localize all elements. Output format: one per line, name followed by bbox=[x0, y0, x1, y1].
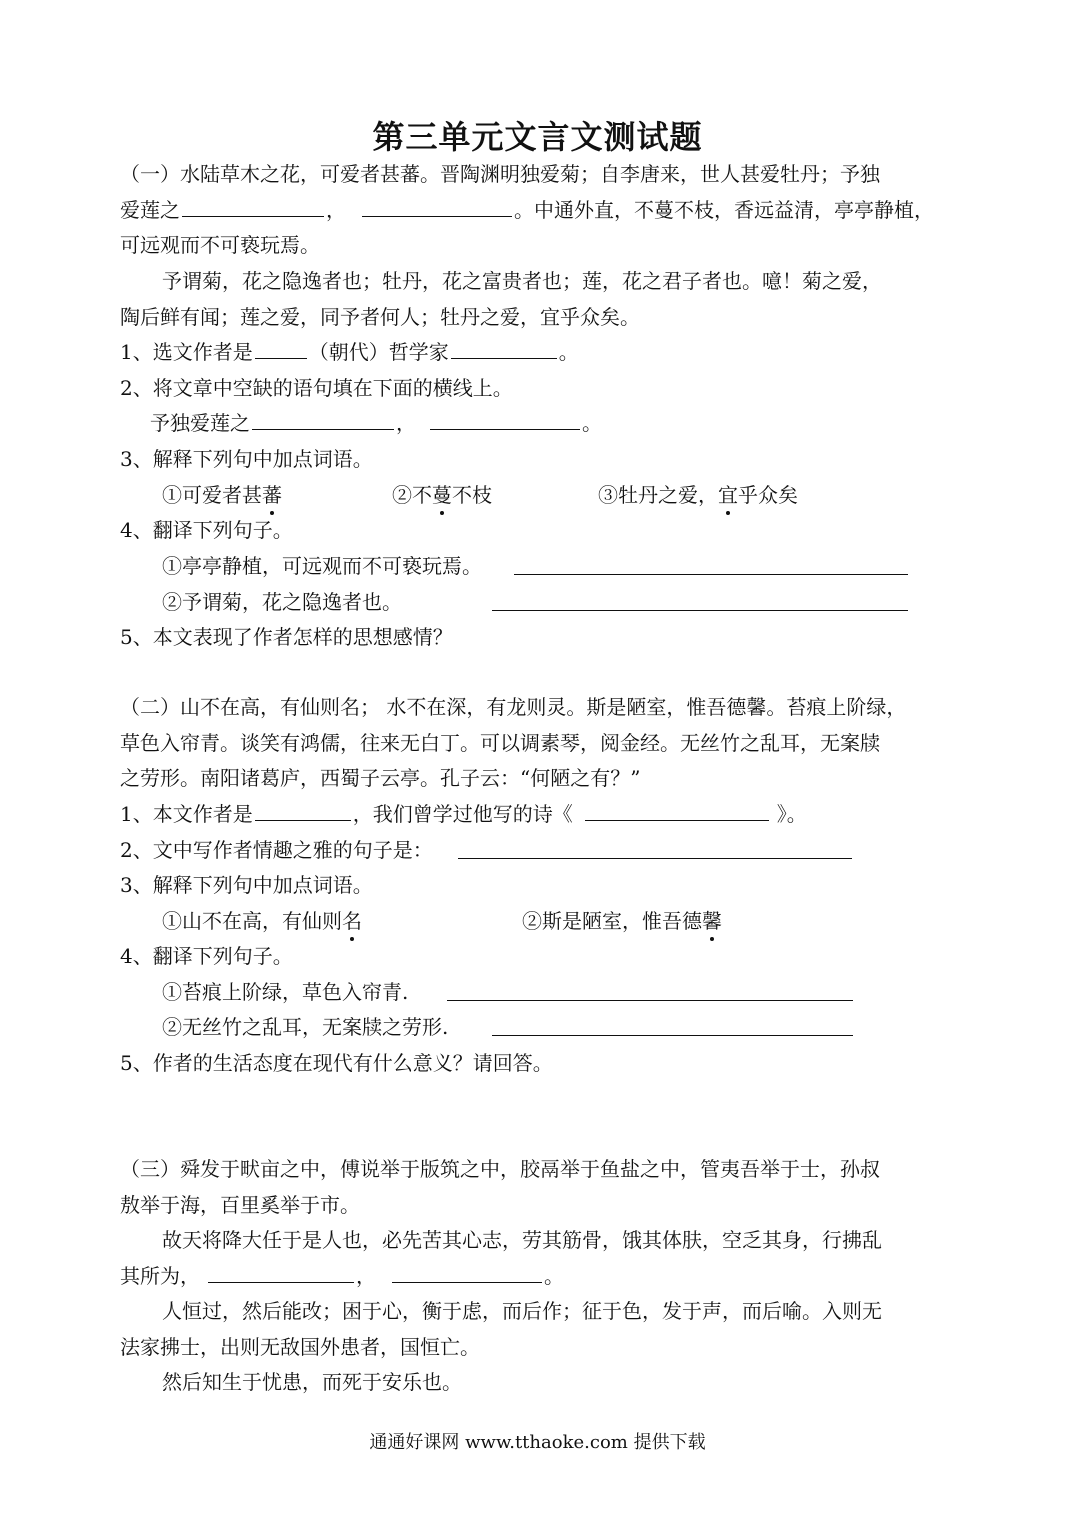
question-2: 2、文中写作者情趣之雅的句子是： bbox=[120, 838, 433, 862]
question-4: 4、翻译下列句子。 bbox=[120, 944, 293, 968]
question-5: 5、作者的生活态度在现代有什么意义？请回答。 bbox=[120, 1051, 553, 1075]
question-2: 2、将文章中空缺的语句填在下面的横线上。 bbox=[120, 376, 513, 400]
question-3-item: ②斯是陋室，惟吾德馨 bbox=[522, 909, 722, 933]
passage-2-line: 之劳形。南阳诸葛庐，西蜀子云亭。孔子云：“何陋之有？” bbox=[120, 766, 641, 790]
answer-line[interactable] bbox=[492, 1015, 853, 1036]
question-3: 3、解释下列句中加点词语。 bbox=[120, 447, 373, 471]
question-4-item: ①亭亭静植，可远观而不可亵玩焉。 bbox=[162, 554, 482, 578]
passage-3-line: 法家拂士，出则无敌国外患者，国恒亡。 bbox=[120, 1335, 480, 1359]
question-4-item: ①苔痕上阶绿，草色入帘青. bbox=[162, 980, 409, 1004]
passage-1-line: 陶后鲜有闻；莲之爱，同予者何人；牡丹之爱，宜乎众矣。 bbox=[120, 305, 640, 329]
question-1: 1、选文作者是 （朝代）哲学家 。 bbox=[120, 340, 579, 364]
question-2-fill: 予独爱莲之 ， 。 bbox=[150, 411, 602, 435]
question-1: 1、本文作者是 ，我们曾学过他写的诗《 》。 bbox=[120, 802, 807, 826]
answer-blank[interactable] bbox=[585, 800, 769, 821]
question-3-item: ①可爱者甚蕃 bbox=[162, 483, 282, 507]
answer-blank[interactable] bbox=[430, 409, 580, 430]
passage-3-line: 故天将降大任于是人也，必先苦其心志，劳其筋骨，饿其体肤，空乏其身，行拂乱 bbox=[162, 1228, 882, 1252]
passage-1-line: 可远观而不可亵玩焉。 bbox=[120, 233, 320, 257]
passage-3-line: （三）舜发于畎亩之中，傅说举于版筑之中，胶鬲举于鱼盐之中，管夷吾举于士，孙叔 bbox=[120, 1157, 880, 1181]
dotted-word: 名 bbox=[342, 909, 362, 933]
passage-3-line: 敖举于海，百里奚举于市。 bbox=[120, 1193, 360, 1217]
question-3-item: ③牡丹之爱，宜乎众矣 bbox=[598, 483, 798, 507]
answer-blank[interactable] bbox=[255, 338, 307, 359]
passage-3-line: 其所为， ， 。 bbox=[120, 1264, 564, 1288]
answer-blank[interactable] bbox=[208, 1262, 354, 1283]
dotted-word: 宜 bbox=[718, 483, 738, 507]
question-3-item: ②不蔓不枝 bbox=[392, 483, 492, 507]
passage-2-line: 草色入帘青。谈笑有鸿儒，往来无白丁。可以调素琴，阅金经。无丝竹之乱耳，无案牍 bbox=[120, 731, 880, 755]
question-5: 5、本文表现了作者怎样的思想感情？ bbox=[120, 625, 453, 649]
answer-blank[interactable] bbox=[451, 338, 557, 359]
answer-blank[interactable] bbox=[252, 409, 394, 430]
answer-line[interactable] bbox=[458, 838, 852, 859]
passage-1-line: 予谓菊，花之隐逸者也；牡丹，花之富贵者也；莲，花之君子者也。噫！菊之爱， bbox=[162, 269, 882, 293]
dotted-word: 馨 bbox=[702, 909, 722, 933]
passage-2-line: （二）山不在高，有仙则名； 水不在深，有龙则灵。斯是陋室，惟吾德馨。苔痕上阶绿， bbox=[120, 695, 907, 719]
question-4: 4、翻译下列句子。 bbox=[120, 518, 293, 542]
question-3-item: ①山不在高，有仙则名 bbox=[162, 909, 362, 933]
page-title: 第三单元文言文测试题 bbox=[372, 118, 703, 156]
answer-line[interactable] bbox=[492, 590, 908, 611]
answer-blank[interactable] bbox=[362, 196, 512, 217]
answer-line[interactable] bbox=[514, 554, 908, 575]
answer-blank[interactable] bbox=[255, 800, 351, 821]
answer-line[interactable] bbox=[447, 980, 853, 1001]
answer-blank[interactable] bbox=[392, 1262, 542, 1283]
passage-1-line: （一）水陆草木之花，可爱者甚蕃。晋陶渊明独爱菊；自李唐来，世人甚爱牡丹；予独 bbox=[120, 162, 880, 186]
answer-blank[interactable] bbox=[182, 196, 324, 217]
question-4-item: ②予谓菊，花之隐逸者也。 bbox=[162, 590, 402, 614]
question-4-item: ②无丝竹之乱耳，无案牍之劳形. bbox=[162, 1015, 449, 1039]
footer-credit: 通通好课网 www.tthaoke.com 提供下载 bbox=[369, 1432, 706, 1453]
passage-3-line: 然后知生于忧患，而死于安乐也。 bbox=[162, 1370, 462, 1394]
dotted-word: 蔓 bbox=[432, 483, 452, 507]
question-3: 3、解释下列句中加点词语。 bbox=[120, 873, 373, 897]
passage-1-line: 爱莲之 ， 。中通外直，不蔓不枝，香远益清，亭亭静植， bbox=[120, 198, 934, 222]
passage-3-line: 人恒过，然后能改；困于心，衡于虑，而后作；征于色，发于声，而后喻。入则无 bbox=[162, 1299, 882, 1323]
dotted-word: 蕃 bbox=[262, 483, 282, 507]
